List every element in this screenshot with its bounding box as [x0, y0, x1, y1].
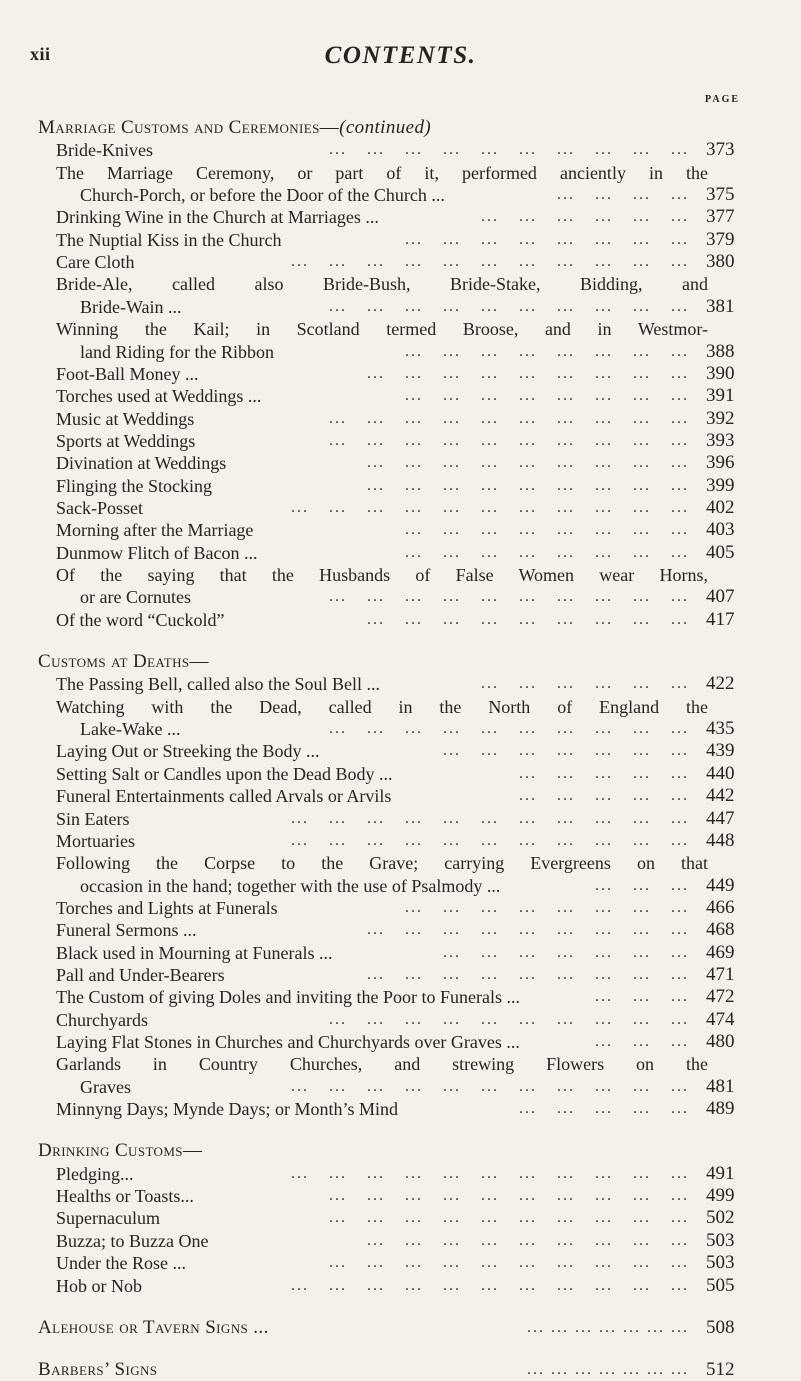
entry-title: Care Cloth — [56, 252, 135, 273]
page-number: 472 — [706, 986, 735, 1008]
page-number: 505 — [706, 1274, 735, 1296]
leader-dots: ... ... ... ... ... ... ... ... ... — [367, 610, 689, 628]
toc-entry-line — [0, 408, 801, 430]
entry-title: or are Cornutes — [80, 587, 191, 608]
toc-entry-line — [0, 1009, 801, 1031]
entry-title: Torches and Lights at Funerals — [56, 897, 278, 918]
section-heading-text: Marriage Customs and Ceremonies— — [38, 117, 340, 138]
entry-title: Funeral Entertainments called Arvals or Arvils — [56, 786, 392, 807]
entry-title: The Nuptial Kiss in the Church — [56, 229, 282, 250]
leader-dots: ... ... ... ... ... ... ... ... — [405, 543, 689, 561]
page-number: 448 — [706, 829, 735, 851]
entry-title: Torches used at Weddings ... — [56, 386, 262, 407]
page-folio: xii — [30, 44, 51, 64]
page-number: 381 — [706, 295, 735, 317]
leader-dots: ... ... ... ... — [557, 186, 689, 204]
entry-title: Buzza; to Buzza One — [56, 1230, 209, 1251]
leader-dots: ... ... ... ... ... ... ... ... ... ... — [329, 588, 689, 606]
page-number: 435 — [706, 718, 735, 740]
entry-title: Foot-Ball Money ... — [56, 363, 199, 384]
page-number: 469 — [706, 941, 735, 963]
entry-title: Morning after the Marriage — [56, 520, 254, 541]
toc-entry-line — [0, 273, 801, 295]
toc-entry-line — [0, 1230, 801, 1252]
toc-entry-line — [0, 875, 801, 897]
leader-dots: ... ... ... ... ... ... ... ... ... ... — [329, 1187, 689, 1205]
leader-dots: ... ... ... ... ... ... ... ... — [405, 342, 689, 360]
page-number: 393 — [706, 429, 735, 451]
entry-title: Following the Corpse to the Grave; carrying Evergreens on that — [56, 853, 708, 874]
leader-dots: ... ... ... ... ... ... ... ... ... ... — [329, 409, 689, 427]
toc-entry-line — [0, 897, 801, 919]
entry-title: Of the word “Cuckold” — [56, 609, 225, 630]
page-number: 375 — [706, 184, 735, 206]
toc-entry-line — [0, 1275, 801, 1297]
section-heading-suffix: (continued) — [339, 117, 432, 138]
entry-title: land Riding for the Ribbon — [80, 341, 274, 362]
page-number: 373 — [706, 139, 735, 161]
page-number: 388 — [706, 340, 735, 362]
toc-entry-line — [0, 1207, 801, 1229]
entry-title: Under the Rose ... — [56, 1253, 186, 1274]
entry-title: Hob or Nob — [56, 1275, 142, 1296]
entry-title: Of the saying that the Husbands of False Women wear Horns, — [56, 565, 708, 585]
page-number: 390 — [706, 362, 735, 384]
page-number: 468 — [706, 919, 735, 941]
page-number: 512 — [706, 1359, 735, 1381]
toc-entry-line — [0, 564, 801, 586]
toc-entry-line — [0, 1185, 801, 1207]
toc-entry-line — [0, 609, 801, 631]
toc-entry-line — [0, 139, 801, 161]
page-number: 502 — [706, 1207, 735, 1229]
entry-title: Graves — [80, 1076, 131, 1097]
leader-dots: ... ... ... ... ... ... — [481, 208, 689, 226]
entry-title: Churchyards — [56, 1009, 148, 1030]
leader-dots: ... ... ... ... ... ... ... ... ... ... ... — [291, 1276, 689, 1294]
toc-entry-line — [0, 586, 801, 608]
leader-dots: ... ... ... ... ... ... ... ... ... — [367, 476, 689, 494]
toc-entry-line — [0, 696, 801, 718]
page-number: 391 — [706, 385, 735, 407]
page-number: 480 — [706, 1031, 735, 1052]
page-number: 396 — [706, 452, 735, 474]
toc-entry-line — [0, 162, 801, 184]
leader-dots: ... ... ... ... ... — [519, 787, 689, 805]
entry-title: Lake-Wake ... — [80, 719, 181, 740]
page-number: 449 — [706, 874, 735, 896]
page-number: 447 — [706, 807, 735, 829]
entry-title: The Passing Bell, called also the Soul Bell ... — [56, 674, 380, 695]
toc-entry-line — [0, 1163, 801, 1185]
toc-entry-line — [0, 497, 801, 519]
toc-entry-line — [0, 251, 801, 273]
leader-dots: ... ... ... ... ... ... ... ... ... — [367, 965, 689, 983]
page-number: 499 — [706, 1185, 735, 1207]
leader-dots: ... ... ... ... ... ... ... ... ... ... — [329, 431, 689, 449]
section-heading-text: Customs at Deaths— — [38, 651, 209, 673]
entry-title: Setting Salt or Candles upon the Dead Body ... — [56, 763, 393, 784]
entry-title: Dunmow Flitch of Bacon ... — [56, 542, 258, 563]
page-number: 380 — [706, 251, 735, 273]
page-number: 489 — [706, 1098, 735, 1120]
section-heading — [38, 117, 431, 139]
entry-title: The Custom of giving Doles and inviting the Poor to Funerals ... — [56, 987, 520, 1008]
entry-title: Pledging... — [56, 1163, 134, 1184]
leader-dots: ... ... ... ... ... ... ... ... — [405, 230, 689, 248]
entry-title: Laying Flat Stones in Churches and Churchyards over Graves ... — [56, 1032, 520, 1052]
entry-title: Garlands in Country Churches, and strewing Flowers on the — [56, 1054, 708, 1075]
leader-dots: ... ... ... ... ... ... ... ... — [405, 898, 689, 916]
entry-title: Black used in Mourning at Funerals ... — [56, 942, 333, 963]
toc-entry-line — [0, 229, 801, 251]
leader-dots: ... ... ... ... ... ... ... — [527, 1361, 689, 1379]
page-number: 503 — [706, 1252, 735, 1274]
page-number: 442 — [706, 785, 735, 807]
page-number: 491 — [706, 1162, 735, 1184]
leader-dots: ... ... ... ... ... ... ... ... ... ... — [329, 1254, 689, 1272]
entry-title: Sports at Weddings — [56, 430, 196, 451]
page-number: 503 — [706, 1229, 735, 1251]
toc-entry-line — [0, 1076, 801, 1098]
entry-title: Divination at Weddings — [56, 453, 227, 474]
toc-entry-line — [0, 296, 801, 318]
toc-entry-line — [0, 452, 801, 474]
section-row — [0, 1317, 801, 1339]
leader-dots: ... ... ... ... ... ... ... ... ... ... ... — [291, 831, 689, 849]
leader-dots: ... ... ... ... ... ... ... — [443, 943, 689, 961]
toc-entry-line — [0, 542, 801, 564]
page-number: 508 — [706, 1316, 735, 1338]
running-head-title: CONTENTS. — [324, 42, 477, 69]
entry-title: Church-Porch, or before the Door of the Church ... — [80, 185, 445, 206]
page-number: 403 — [706, 519, 735, 541]
entry-title: Laying Out or Streeking the Body ... — [56, 741, 320, 762]
toc-entry-line — [0, 519, 801, 541]
entry-title: Healths or Toasts... — [56, 1186, 194, 1207]
entry-title: occasion in the hand; together with the use of Psalmody ... — [80, 875, 501, 896]
section-heading — [38, 1140, 202, 1162]
page-number: 399 — [706, 474, 735, 496]
leader-dots: ... ... ... ... ... ... ... ... ... ... — [329, 1010, 689, 1028]
toc-entry-line — [0, 852, 801, 874]
entry-title: Bride-Knives — [56, 140, 153, 161]
page-number: 392 — [706, 407, 735, 429]
entry-title: Watching with the Dead, called in the North of England the — [56, 696, 708, 717]
toc-entry-line — [0, 475, 801, 497]
leader-dots: ... ... ... — [595, 1033, 689, 1050]
leader-dots: ... ... ... ... ... ... ... — [527, 1318, 689, 1336]
leader-dots: ... ... ... — [595, 988, 689, 1006]
entry-title: Music at Weddings — [56, 408, 195, 429]
leader-dots: ... ... ... ... ... ... ... ... ... ... ... — [291, 809, 689, 827]
page-number: 405 — [706, 541, 735, 563]
toc-entry-line — [0, 808, 801, 830]
toc-entry-line — [0, 1053, 801, 1075]
toc-entry-line — [0, 718, 801, 740]
leader-dots: ... ... ... ... ... ... ... ... ... ... — [329, 141, 689, 159]
page-number: 422 — [706, 673, 735, 695]
toc-entry-line — [0, 830, 801, 852]
leader-dots: ... ... ... ... ... — [519, 1100, 689, 1118]
leader-dots: ... ... ... ... ... ... ... ... ... ... ... — [291, 498, 689, 516]
entry-title: Flinging the Stocking — [56, 475, 213, 496]
leader-dots: ... ... ... ... ... ... ... ... ... — [367, 1231, 689, 1249]
section-heading: Alehouse or Tavern Signs ... — [38, 1316, 269, 1338]
leader-dots: ... ... ... ... ... ... ... ... ... ... — [329, 297, 689, 315]
leader-dots: ... ... ... ... ... — [519, 764, 689, 782]
entry-title: Drinking Wine in the Church at Marriages ... — [56, 207, 379, 228]
leader-dots: ... ... ... — [595, 876, 689, 894]
toc-entry-line — [0, 341, 801, 363]
toc-entry-line — [0, 986, 801, 1008]
entry-title: Bride-Ale, called also Bride-Bush, Bride-Stake, Bidding, and — [56, 274, 708, 295]
leader-dots: ... ... ... ... ... ... ... ... ... ... ... — [291, 253, 689, 271]
entry-title: Minnyng Days; Mynde Days; or Month’s Mind — [56, 1099, 398, 1120]
toc-entry-line — [0, 430, 801, 452]
leader-dots: ... ... ... ... ... ... ... ... ... ... — [329, 720, 689, 738]
leader-dots: ... ... ... ... ... ... ... ... ... — [367, 454, 689, 472]
toc-entry-line — [0, 318, 801, 340]
entry-title: Supernaculum — [56, 1208, 160, 1229]
page-number: 440 — [706, 762, 735, 784]
page-number: 466 — [706, 896, 735, 918]
toc-entry-line — [0, 206, 801, 228]
page-number: 474 — [706, 1008, 735, 1030]
leader-dots: ... ... ... ... ... ... ... ... ... — [367, 921, 689, 939]
leader-dots: ... ... ... ... ... ... — [481, 675, 689, 693]
page-column-label: PAGE — [705, 94, 741, 105]
leader-dots: ... ... ... ... ... ... ... ... ... ... ... — [291, 1164, 689, 1182]
toc-entry-line — [0, 763, 801, 785]
page-number: 481 — [706, 1075, 735, 1097]
page-number: 407 — [706, 586, 735, 608]
entry-title: Winning the Kail; in Scotland termed Broose, and in Westmor- — [56, 319, 708, 340]
section-heading — [38, 651, 209, 673]
section-heading-text: Drinking Customs— — [38, 1140, 203, 1162]
toc-entry-line — [0, 385, 801, 407]
toc-entry-line — [0, 740, 801, 762]
page-number: 417 — [706, 608, 735, 630]
entry-title: Pall and Under-Bearers — [56, 964, 225, 985]
entry-title: Funeral Sermons ... — [56, 920, 197, 941]
entry-title: Sin Eaters — [56, 808, 130, 829]
toc-entry-line — [0, 363, 801, 385]
page-number: 402 — [706, 496, 735, 518]
toc-entry-line — [0, 1098, 801, 1120]
page-number: 471 — [706, 963, 735, 985]
toc-entry-line — [0, 1031, 801, 1053]
leader-dots: ... ... ... ... ... ... ... ... ... — [367, 364, 689, 382]
toc-entry-line — [0, 919, 801, 941]
toc-entry-line — [0, 964, 801, 986]
toc-entry-line — [0, 942, 801, 964]
entry-title: Sack-Posset — [56, 497, 143, 518]
page-number: 439 — [706, 740, 735, 762]
entry-title: Mortuaries — [56, 830, 135, 851]
page-number: 379 — [706, 228, 735, 250]
leader-dots: ... ... ... ... ... ... ... ... — [405, 387, 689, 405]
leader-dots: ... ... ... ... ... ... ... ... ... ... — [329, 1209, 689, 1227]
leader-dots: ... ... ... ... ... ... ... — [443, 742, 689, 760]
toc-entry-line — [0, 785, 801, 807]
entry-title: Bride-Wain ... — [80, 296, 182, 317]
section-heading: Barbers’ Signs — [38, 1359, 158, 1381]
toc-entry-line — [0, 673, 801, 695]
leader-dots: ... ... ... ... ... ... ... ... — [405, 521, 689, 539]
page-number: 377 — [706, 206, 735, 228]
toc-entry-line — [0, 184, 801, 206]
leader-dots: ... ... ... ... ... ... ... ... ... ... ... — [291, 1077, 689, 1095]
toc-entry-line — [0, 1252, 801, 1274]
entry-title: The Marriage Ceremony, or part of it, performed anciently in the — [56, 162, 708, 183]
section-row — [0, 1359, 801, 1381]
